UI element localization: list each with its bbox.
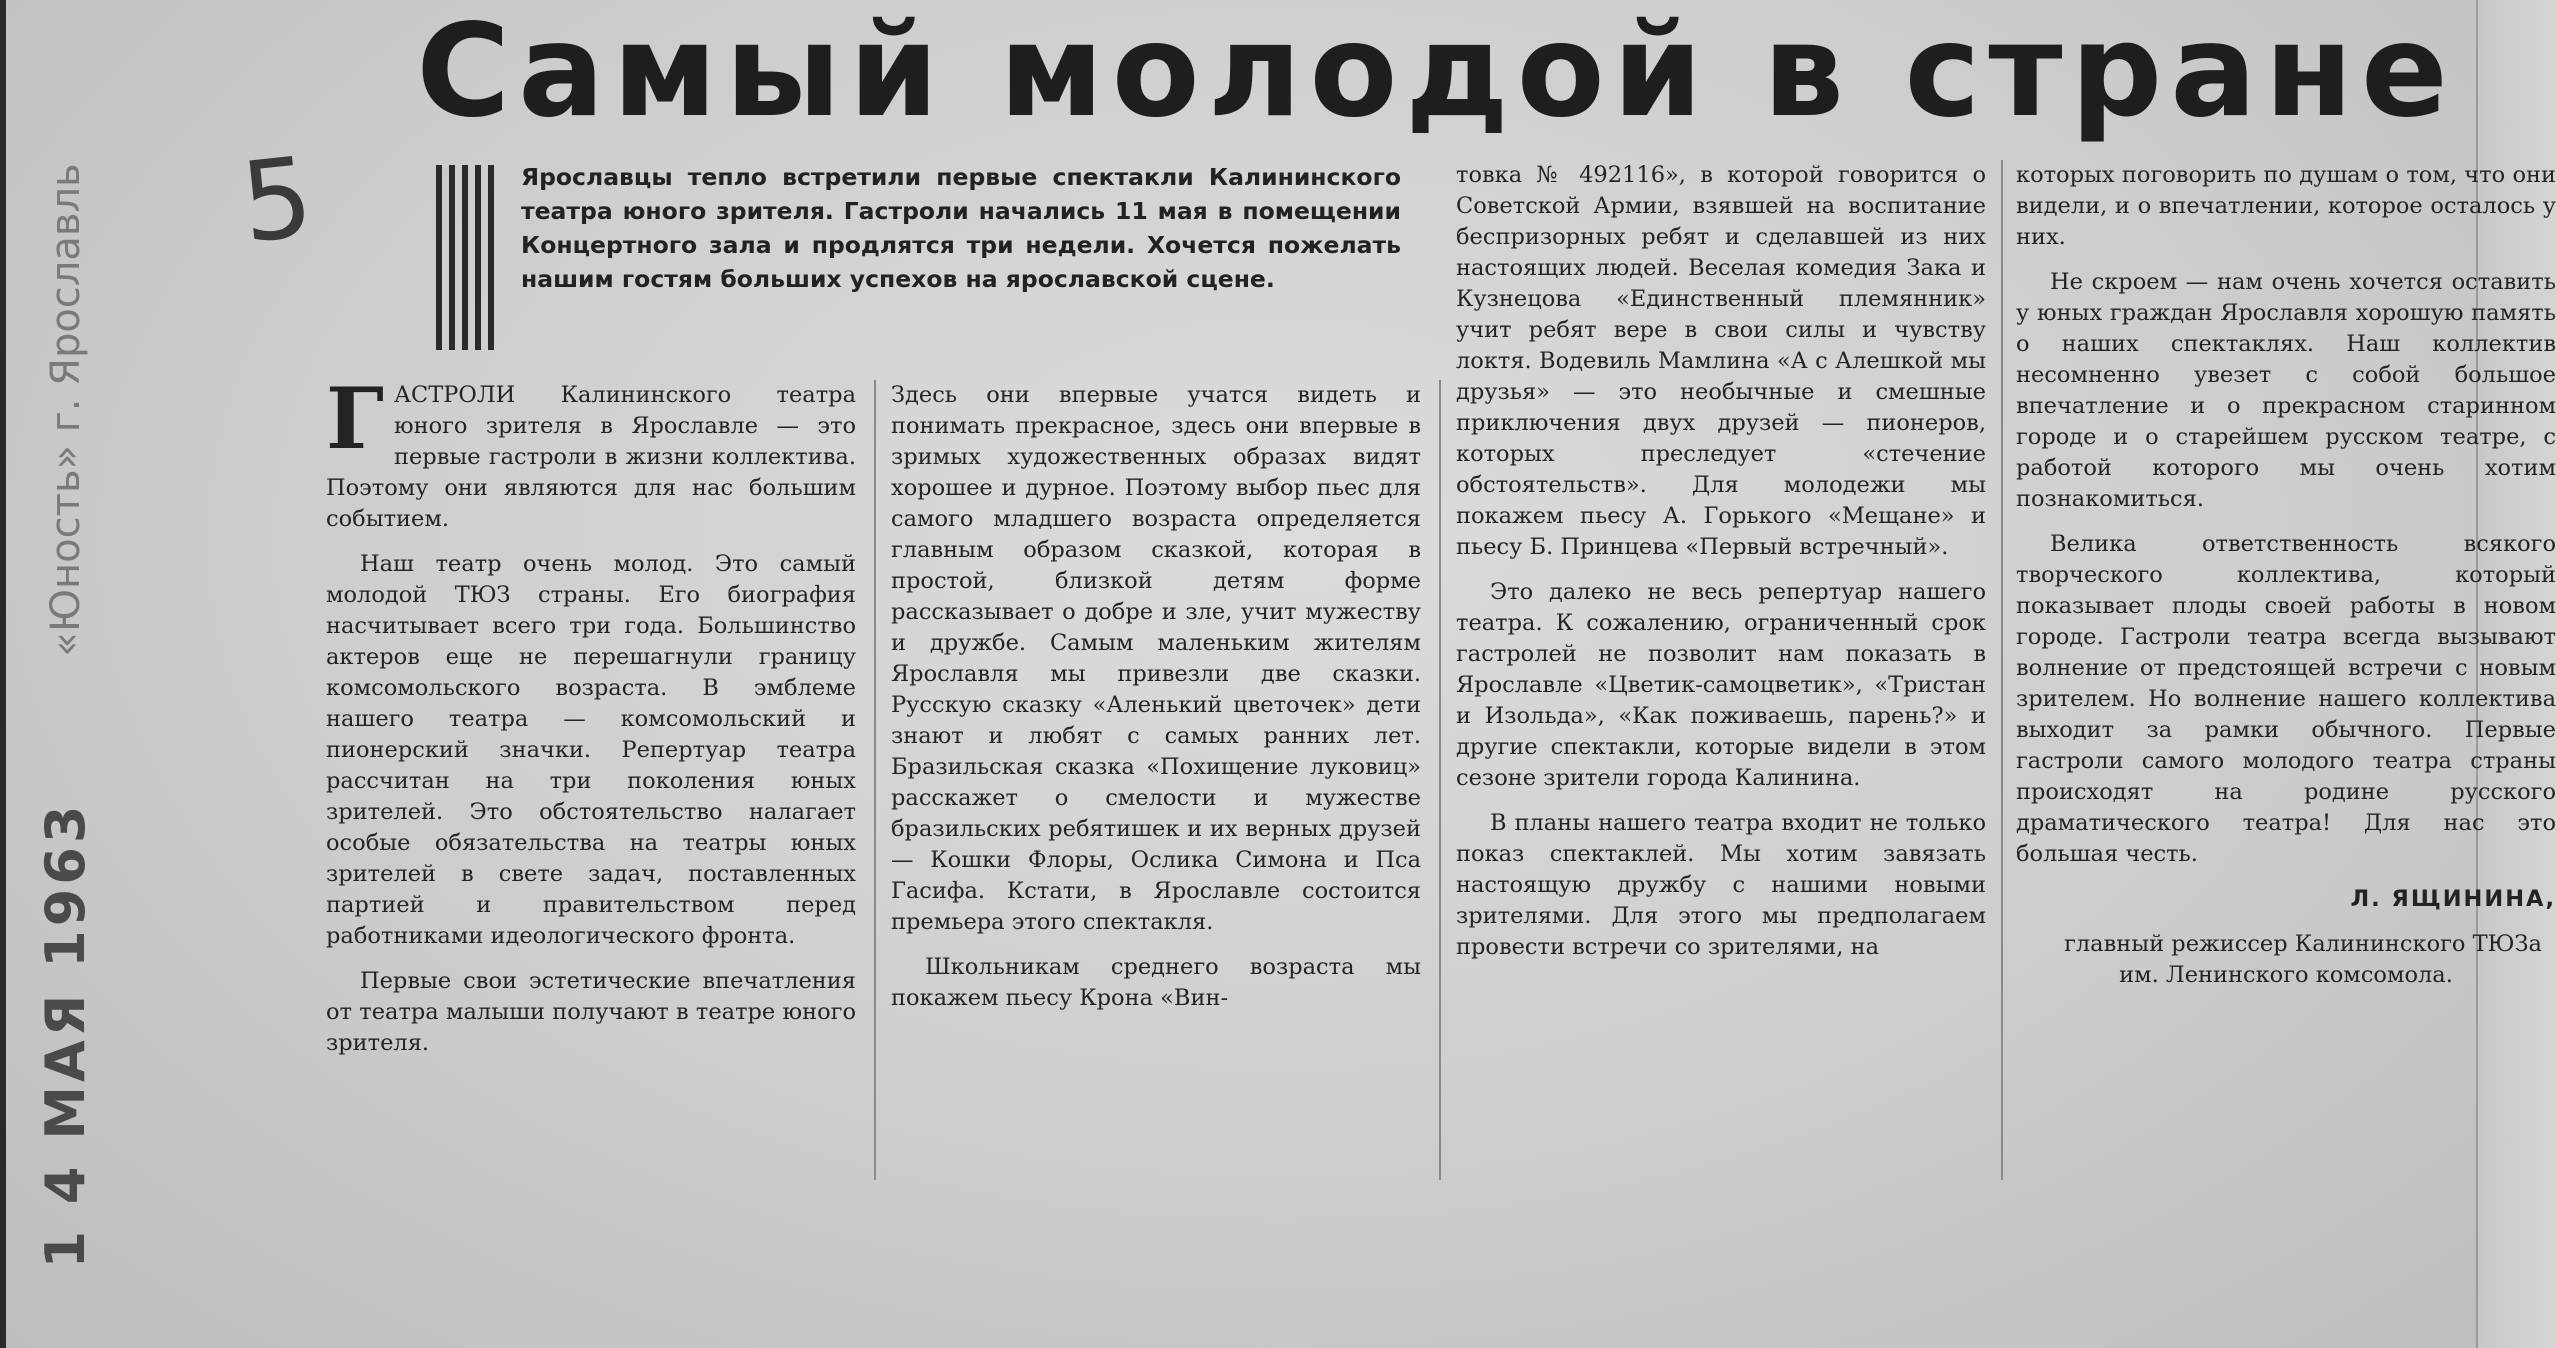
author-title: главный режиссер Калининского ТЮЗа им. Ленинского комсомола. xyxy=(2064,931,2542,988)
article-paragraph: Школьникам среднего возраста мы покажем пьесу Крона «Вин- xyxy=(891,954,1421,1011)
drop-cap: Г xyxy=(326,380,384,468)
handwritten-number: 5 xyxy=(235,132,319,268)
article-column-1 xyxy=(326,380,856,1190)
author-name: Л. ЯЩИНИНА, xyxy=(2350,886,2556,912)
column-rule xyxy=(1439,380,1441,1180)
lead-paragraph: Ярославцы тепло встретили первые спектакли Калининского театра юного зрителя. Гастроли начались 11 мая в помещении Концертного зала и продлятся три недели. Хочется пожелать нашим гостям больших успехов на ярославской сцене. xyxy=(521,163,1401,293)
article-column-3 xyxy=(1456,160,1986,1200)
article-paragraph: Не скроем — нам очень хочется оставить у юных граждан Ярославля хорошую память о наших спектаклях. Наш коллектив несомненно увезет с собой большое впечатление и о прекрасном старинном городе и о старейшем русском театре, с работой которого мы очень хотим познакомиться. xyxy=(2016,269,2556,512)
newspaper-clipping xyxy=(6,0,2556,1348)
article-paragraph: Здесь они впервые учатся видеть и понимать прекрасное, здесь они впервые в зримых художественных образах видят хорошее и дурное. Поэтому выбор пьес для самого младшего возраста определяется главным образом сказкой, которая в простой, близкой детям форме рассказывает о добре и зле, учит мужеству и дружбе. Самым маленьким жителям Ярославля мы привезли две сказки. Русскую сказку «Аленький цветочек» дети знают и любят с самых ранних лет. Бразильская сказка «Похищение луковиц» расскажет о смелости и мужестве бразильских ребятишек и их верных друзей — Кошки Флоры, Ослика Симона и Пса Гасифа. Кстати, в Ярославле состоится премьера этого спектакля. xyxy=(891,382,1421,935)
article-paragraph: ГАСТРОЛИ Калининского театра юного зрителя в Ярославле — это первые гастроли в жизни коллектива. Поэтому они являются для нас большим событием. xyxy=(326,380,856,532)
article-paragraph: Наш театр очень молод. Это самый молодой ТЮЗ страны. Его биография насчитывает всего три года. Большинство актеров еще не перешагнули границу комсомольского возраста. В эмблеме нашего театра — комсомольский и пионерский значки. Репертуар театра рассчитан на три поколения юных зрителей. Это обстоятельство налагает особые обязательства на театры юных зрителей в свете задач, поставленных партией и правительством перед работниками идеологического фронта. xyxy=(326,551,856,949)
column-rule xyxy=(874,380,876,1180)
article-column-4 xyxy=(2016,160,2556,1220)
article-paragraph: которых поговорить по душам о том, что они видели, и о впечатлении, которое осталось у них. xyxy=(2016,162,2556,250)
article-paragraph: Это далеко не весь репертуар нашего театра. К сожалению, ограниченный срок гастролей не позволит нам показать в Ярославле «Цветик-самоцветик», «Тристан и Изольда», «Как поживаешь, парень?» и другие спектакли, которые видели в этом сезоне зрители города Калинина. xyxy=(1456,579,1986,791)
article-paragraph: Велика ответственность всякого творческого коллектива, который показывает плоды своей работы в новом городе. Гастроли театра всегда вызывают волнение от предстоящей встречи с новым зрителем. Но волнение нашего коллектива выходит за рамки обычного. Первые гастроли самого молодого театра страны происходят на родине русского драматического театра! Для нас это большая честь. xyxy=(2016,531,2556,867)
headline: Самый молодой в стране xyxy=(416,0,2456,146)
publication-stamp: «Юность» г. Ярославль xyxy=(43,163,89,657)
article-column-2 xyxy=(891,380,1421,1190)
date-stamp: 1 4 МАЯ 1963 xyxy=(34,801,97,1269)
article-paragraph: В планы нашего театра входит не только показ спектаклей. Мы хотим завязать настоящую дружбу с нашими новыми зрителями. Для этого мы предполагаем провести встречи со зрителями, на xyxy=(1456,810,1986,960)
article-paragraph: Первые свои эстетические впечатления от театра малыши получают в театре юного зрителя. xyxy=(326,968,856,1056)
lead-decoration-bar xyxy=(436,165,500,350)
column-rule xyxy=(2001,160,2003,1180)
article-paragraph: товка № 492116», в которой говорится о Советской Армии, взявшей на воспитание беспризорных ребят и сделавшей из них настоящих людей. Веселая комедия Зака и Кузнецова «Единственный племянник» учит ребят вере в свои силы и чувству локтя. Водевиль Мамлина «А с Алешкой мы друзья» — это необычные и смешные приключения двух друзей — пионеров, которых преследует «стечение обстоятельств». Для молодежи мы покажем пьесу А. Горького «Мещане» и пьесу Б. Принцева «Первый встречный». xyxy=(1456,162,1986,560)
